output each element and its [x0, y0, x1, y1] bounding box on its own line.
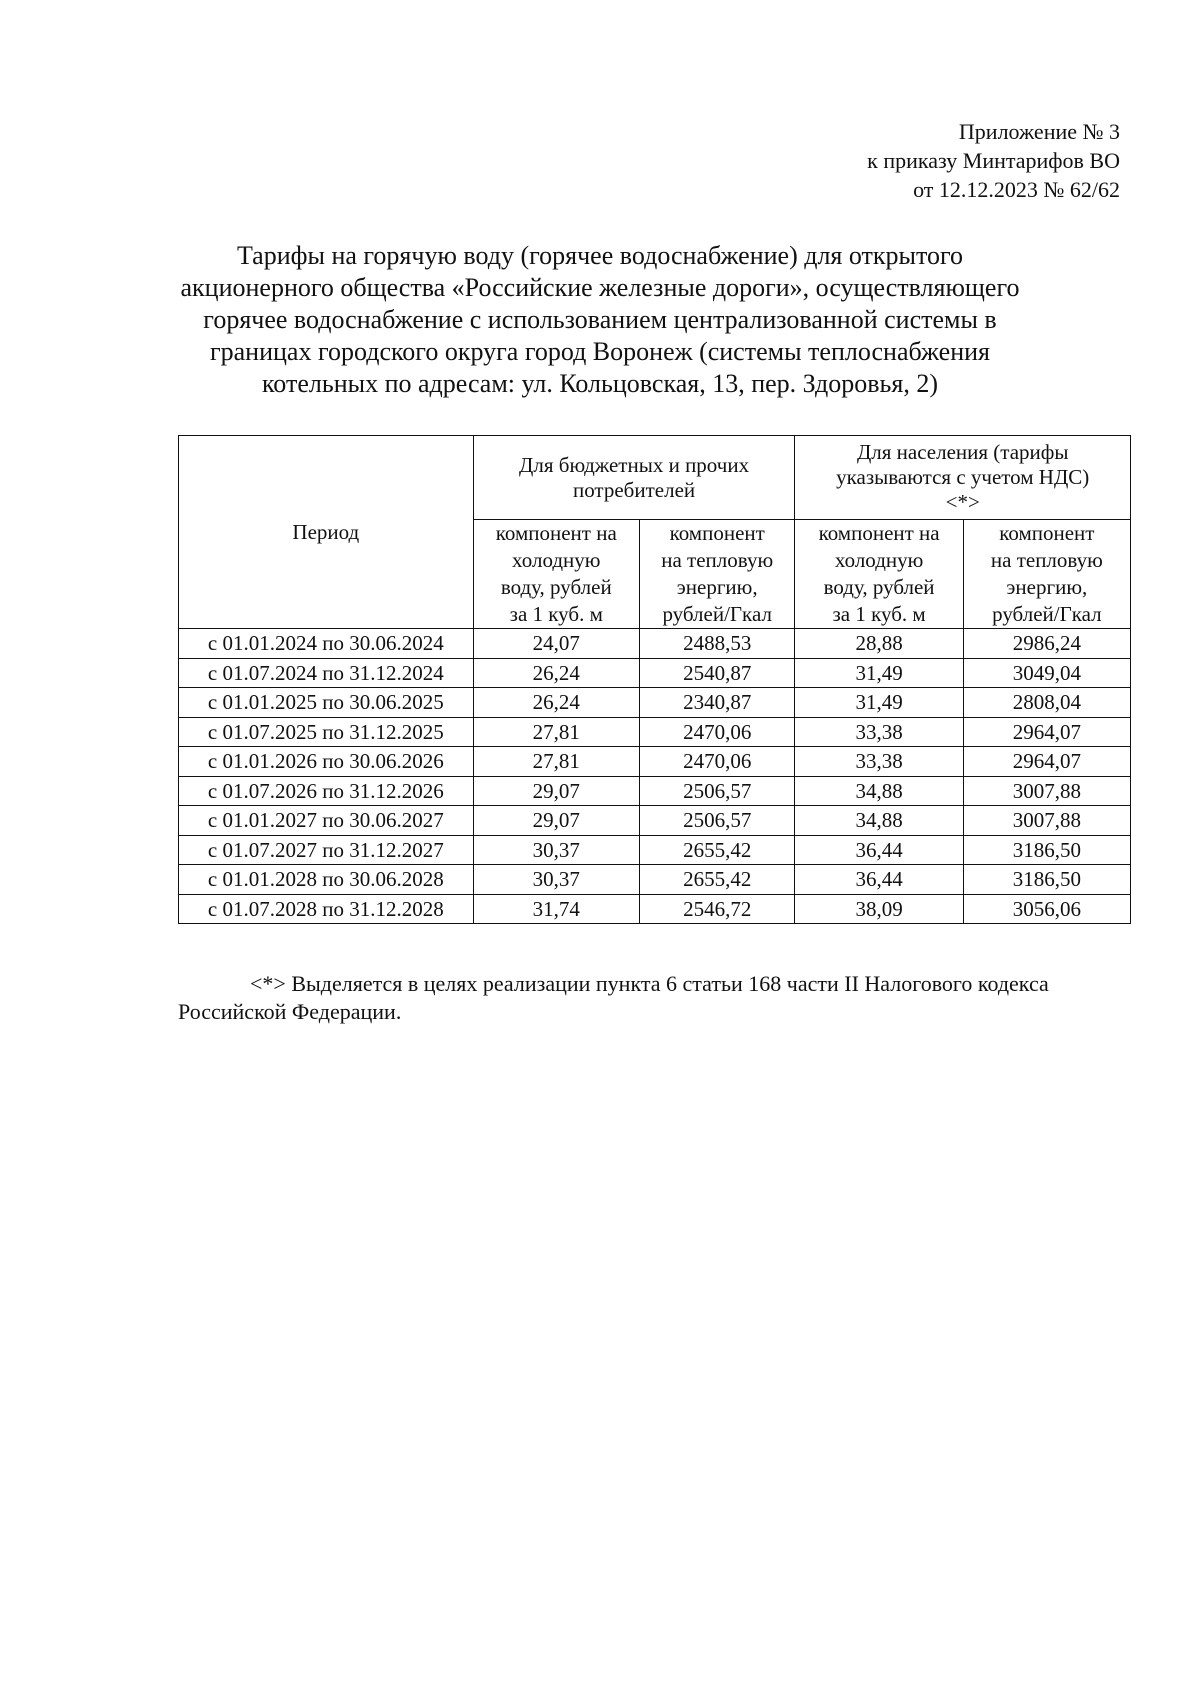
title-line: Тарифы на горячую воду (горячее водоснабжение) для открытого [236, 241, 964, 270]
value-cell: 29,07 [473, 776, 639, 806]
order-date-number: от 12.12.2023 № 62/62 [913, 177, 1120, 202]
title-line: акционерного общества «Российские железные дороги», осуществляющего [180, 273, 1020, 302]
header-line: Для бюджетных и прочих [519, 452, 750, 477]
title-line: горячее водоснабжение с использованием централизованной системы в [203, 305, 997, 334]
budget-heat-energy-header [639, 520, 795, 629]
header-line: энергию, [676, 575, 758, 599]
table-row [179, 717, 1131, 747]
value-cell: 3007,88 [963, 806, 1130, 836]
period-cell: с 01.01.2025 по 30.06.2025 [179, 688, 474, 718]
population-header [795, 436, 1131, 520]
header-line: воду, рублей [823, 575, 935, 599]
period-cell: с 01.07.2028 по 31.12.2028 [179, 894, 474, 924]
value-cell: 33,38 [795, 747, 963, 777]
table-row [179, 865, 1131, 895]
header-line: Для населения (тарифы [856, 440, 1069, 464]
header-line: потребителей [572, 477, 696, 502]
value-cell: 34,88 [795, 776, 963, 806]
table-row [179, 806, 1131, 836]
value-cell: 2986,24 [963, 629, 1130, 659]
document-title [150, 240, 1050, 400]
value-cell: 30,37 [473, 835, 639, 865]
period-cell: с 01.07.2025 по 31.12.2025 [179, 717, 474, 747]
table-row [179, 688, 1131, 718]
value-cell: 3186,50 [963, 835, 1130, 865]
value-cell: 28,88 [795, 629, 963, 659]
value-cell: 36,44 [795, 835, 963, 865]
value-cell: 27,81 [473, 747, 639, 777]
population-cold-water-header [795, 520, 963, 629]
header-line: компонент на [495, 521, 617, 545]
value-cell: 26,24 [473, 658, 639, 688]
header-line: за 1 куб. м [509, 602, 603, 626]
population-heat-energy-header [963, 520, 1130, 629]
period-cell: с 01.01.2027 по 30.06.2027 [179, 806, 474, 836]
value-cell: 36,44 [795, 865, 963, 895]
title-line: котельных по адресам: ул. Кольцовская, 13, пер. Здоровья, 2) [261, 369, 939, 398]
value-cell: 3056,06 [963, 894, 1130, 924]
period-cell: с 01.07.2024 по 31.12.2024 [179, 658, 474, 688]
period-cell: с 01.07.2026 по 31.12.2026 [179, 776, 474, 806]
table-row [179, 776, 1131, 806]
period-cell: с 01.07.2027 по 31.12.2027 [179, 835, 474, 865]
value-cell: 3049,04 [963, 658, 1130, 688]
appendix-number: Приложение № 3 [958, 119, 1120, 144]
header-line: воду, рублей [500, 575, 612, 599]
header-line: <*> [945, 490, 980, 514]
value-cell: 2546,72 [639, 894, 795, 924]
table-row [179, 658, 1131, 688]
table-row [179, 835, 1131, 865]
value-cell: 24,07 [473, 629, 639, 659]
header-line: компонент [669, 521, 765, 545]
budget-consumers-header [473, 436, 795, 520]
budget-cold-water-header [473, 520, 639, 629]
value-cell: 2808,04 [963, 688, 1130, 718]
value-cell: 3007,88 [963, 776, 1130, 806]
header-line: рублей/Гкал [662, 602, 772, 626]
appendix-header [867, 117, 1120, 204]
value-cell: 31,49 [795, 688, 963, 718]
header-line: энергию, [1006, 575, 1088, 599]
header-line: холодную [834, 548, 924, 572]
footnote: <*> Выделяется в целях реализации пункта 6 статьи 168 части II Налогового кодекса Российской Федерации. [178, 971, 1049, 1024]
value-cell: 33,38 [795, 717, 963, 747]
value-cell: 26,24 [473, 688, 639, 718]
header-line: указываются с учетом НДС) [836, 465, 1090, 489]
table-row [179, 629, 1131, 659]
tariffs-table [178, 435, 1131, 924]
value-cell: 30,37 [473, 865, 639, 895]
header-line: за 1 куб. м [832, 602, 926, 626]
header-line: компонент на [818, 521, 940, 545]
value-cell: 2964,07 [963, 717, 1130, 747]
period-cell: с 01.01.2024 по 30.06.2024 [179, 629, 474, 659]
table-row [179, 894, 1131, 924]
value-cell: 2506,57 [639, 806, 795, 836]
value-cell: 27,81 [473, 717, 639, 747]
value-cell: 29,07 [473, 806, 639, 836]
table-row [179, 747, 1131, 777]
value-cell: 31,74 [473, 894, 639, 924]
period-cell: с 01.01.2026 по 30.06.2026 [179, 747, 474, 777]
header-line: компонент [999, 521, 1095, 545]
value-cell: 2470,06 [639, 747, 795, 777]
value-cell: 2470,06 [639, 717, 795, 747]
value-cell: 3186,50 [963, 865, 1130, 895]
value-cell: 2540,87 [639, 658, 795, 688]
value-cell: 2655,42 [639, 865, 795, 895]
period-cell: с 01.01.2028 по 30.06.2028 [179, 865, 474, 895]
value-cell: 34,88 [795, 806, 963, 836]
period-header: Период [179, 436, 474, 629]
order-reference: к приказу Минтарифов ВО [867, 148, 1120, 173]
value-cell: 2964,07 [963, 747, 1130, 777]
header-line: на тепловую [990, 548, 1103, 572]
header-line: на тепловую [661, 548, 774, 572]
header-line: холодную [512, 548, 601, 572]
title-line: границах городского округа город Воронеж (системы теплоснабжения [209, 337, 991, 366]
value-cell: 2655,42 [639, 835, 795, 865]
value-cell: 2488,53 [639, 629, 795, 659]
value-cell: 2340,87 [639, 688, 795, 718]
header-line: рублей/Гкал [992, 602, 1102, 626]
value-cell: 31,49 [795, 658, 963, 688]
value-cell: 2506,57 [639, 776, 795, 806]
value-cell: 38,09 [795, 894, 963, 924]
